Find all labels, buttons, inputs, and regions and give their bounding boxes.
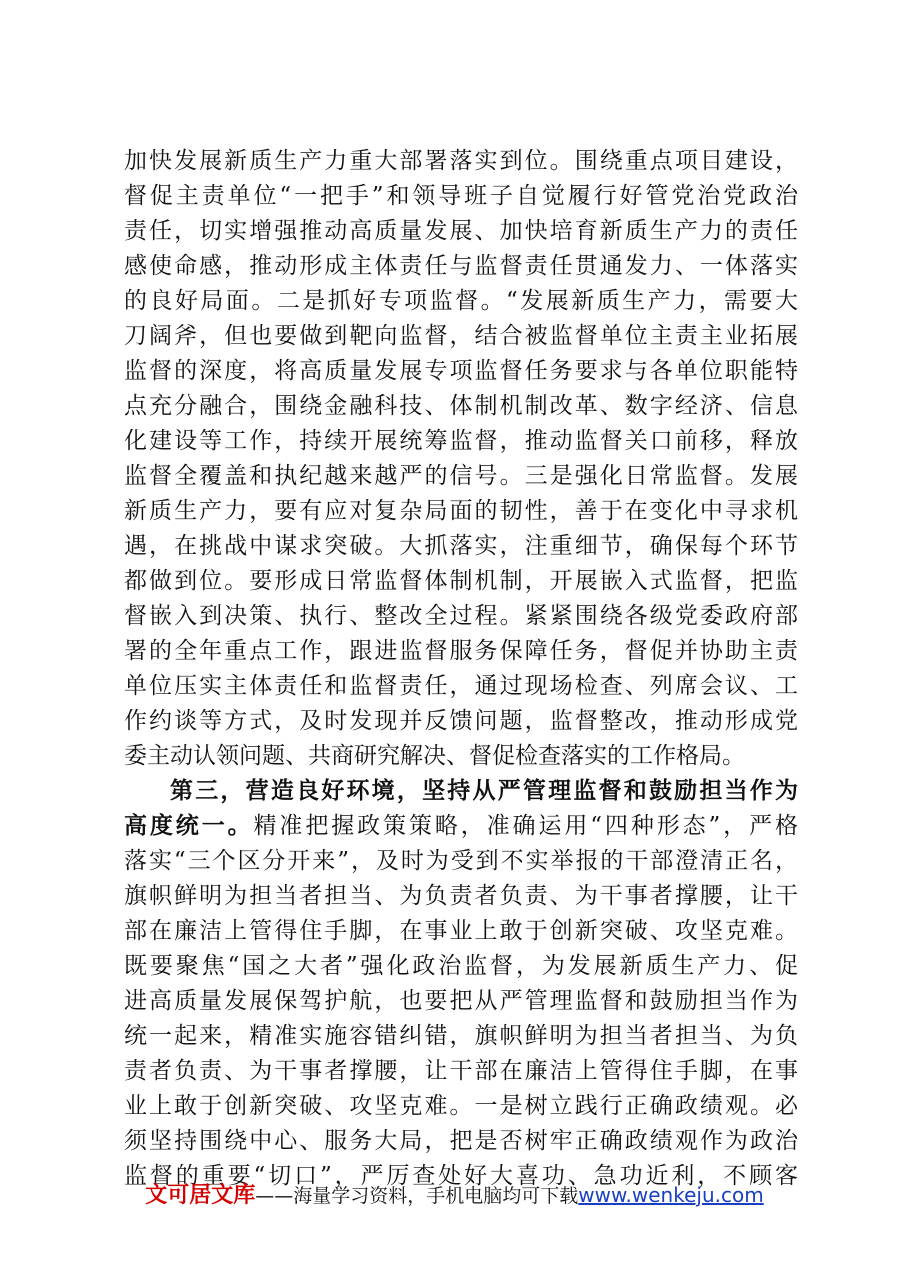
section-heading: 第三，营造良好环境，坚持从严管理监督和鼓励担当作为 bbox=[170, 778, 798, 804]
text-line: 署的全年重点工作，跟进监督服务保障任务，督促并协助主责 bbox=[124, 638, 798, 664]
section-heading-tail: 高度统一。 bbox=[124, 813, 254, 839]
text-line: 刀阔斧，但也要做到靶向监督，结合被监督单位主责主业拓展 bbox=[124, 323, 798, 349]
text-line: 责任，切实增强推动高质量发展、加快培育新质生产力的责任 bbox=[124, 218, 798, 244]
text-line: 加快发展新质生产力重大部署落实到位。围绕重点项目建设， bbox=[124, 148, 798, 174]
footer-tagline: ——海量学习资料，手机电脑均可下载 bbox=[255, 1185, 579, 1207]
text-line: 化建设等工作，持续开展统筹监督，推动监督关口前移，释放 bbox=[124, 428, 798, 454]
text-line: 落实“三个区分开来”，及时为受到不实举报的干部澄清正名， bbox=[124, 848, 798, 874]
text-line: 单位压实主体责任和监督责任，通过现场检查、列席会议、工 bbox=[124, 673, 798, 699]
text-segment: 精准把握政策策略，准确运用“四种形态”，严格 bbox=[253, 813, 798, 839]
text-line: 新质生产力，要有应对复杂局面的韧性，善于在变化中寻求机 bbox=[124, 498, 798, 524]
document-body bbox=[124, 144, 798, 1194]
text-line: 监督的重要“切口”，严厉查处好大喜功、急功近利，不顾客 bbox=[124, 1163, 798, 1189]
text-line: 都做到位。要形成日常监督体制机制，开展嵌入式监督，把监 bbox=[124, 568, 798, 594]
text-line: 旗帜鲜明为担当者担当、为负责者负责、为干事者撑腰，让干 bbox=[124, 883, 798, 909]
text-line: 既要聚焦“国之大者”强化政治监督，为发展新质生产力、促 bbox=[124, 953, 798, 979]
text-line: 委主动认领问题、共商研究解决、督促检查落实的工作格局。 bbox=[124, 743, 745, 769]
brand-name: 文可居文库 bbox=[145, 1183, 256, 1208]
text-line: 统一起来，精准实施容错纠错，旗帜鲜明为担当者担当、为负 bbox=[124, 1023, 798, 1049]
text-line: 须坚持围绕中心、服务大局，把是否树牢正确政绩观作为政治 bbox=[124, 1128, 798, 1154]
text-line: 作约谈等方式，及时发现并反馈问题，监督整改，推动形成党 bbox=[124, 708, 798, 734]
footer-banner bbox=[0, 1180, 909, 1211]
text-line: 监督全覆盖和执纪越来越严的信号。三是强化日常监督。发展 bbox=[124, 463, 798, 489]
text-line bbox=[124, 809, 798, 844]
text-line: 监督的深度，将高质量发展专项监督任务要求与各单位职能特 bbox=[124, 358, 798, 384]
text-line: 的良好局面。二是抓好专项监督。“发展新质生产力，需要大 bbox=[124, 288, 798, 314]
text-line: 业上敢于创新突破、攻坚克难。一是树立践行正确政绩观。必 bbox=[124, 1093, 798, 1119]
text-line: 遇，在挑战中谋求突破。大抓落实，注重细节，确保每个环节 bbox=[124, 533, 798, 559]
text-line: 部在廉洁上管得住手脚，在事业上敢于创新突破、攻坚克难。 bbox=[124, 918, 798, 944]
text-line: 督嵌入到决策、执行、整改全过程。紧紧围绕各级党委政府部 bbox=[124, 603, 798, 629]
text-line: 进高质量发展保驾护航，也要把从严管理监督和鼓励担当作为 bbox=[124, 988, 798, 1014]
text-line: 点充分融合，围绕金融科技、体制机制改革、数字经济、信息 bbox=[124, 393, 798, 419]
text-line: 责者负责、为干事者撑腰，让干部在廉洁上管得住手脚，在事 bbox=[124, 1058, 798, 1084]
text-line: 感使命感，推动形成主体责任与监督责任贯通发力、一体落实 bbox=[124, 253, 798, 279]
text-line: 督促主责单位“一把手”和领导班子自觉履行好管党治党政治 bbox=[124, 183, 798, 209]
website-link[interactable]: www.wenkeju.com bbox=[578, 1183, 764, 1207]
